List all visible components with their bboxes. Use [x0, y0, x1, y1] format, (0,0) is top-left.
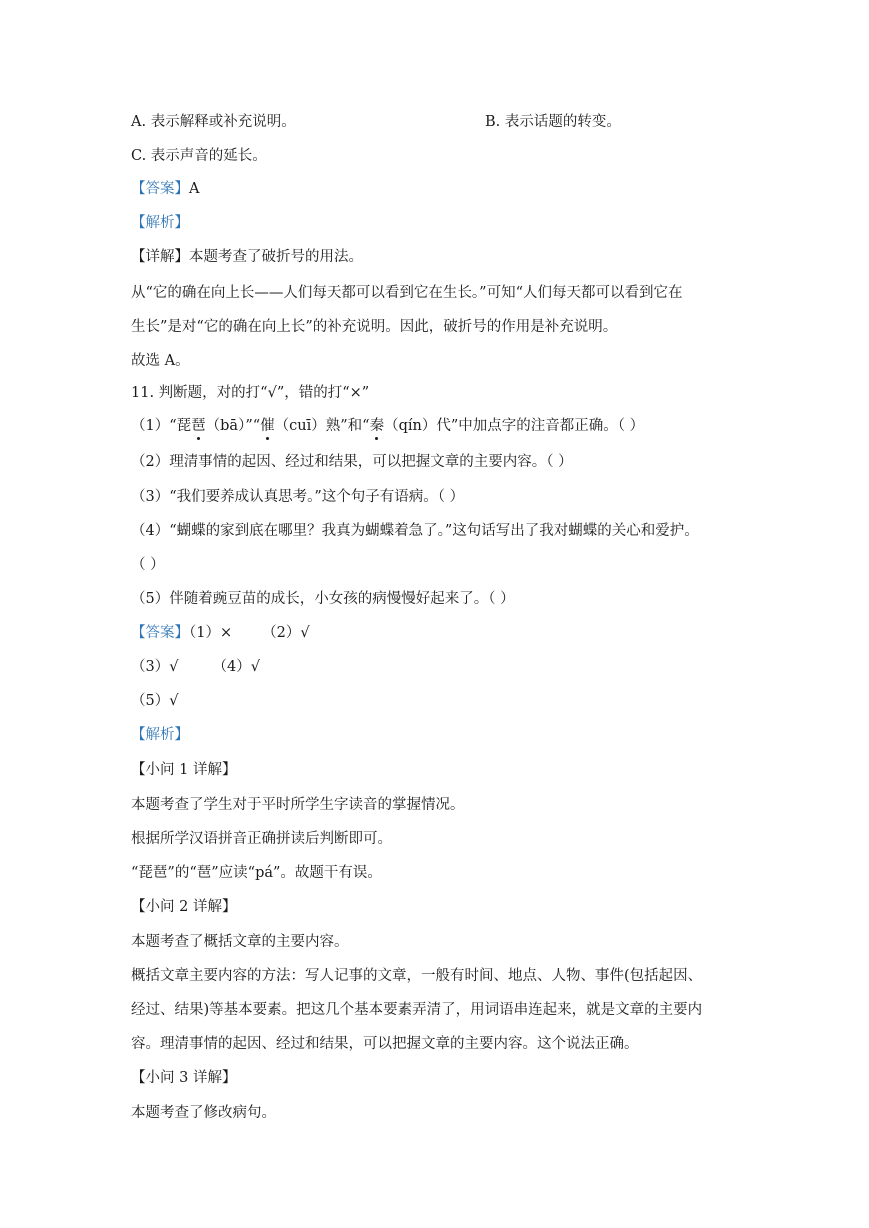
q11-title: 11. 判断题，对的打“√”，错的打“×”	[131, 385, 370, 401]
dotted-char: 催	[260, 418, 275, 434]
item1-text-a: （1）“琵	[131, 418, 192, 434]
q11-item5: （5）伴随着豌豆苗的成长，小女孩的病慢慢好起来了。（ ）	[131, 591, 515, 607]
dotted-char: 琶	[191, 418, 206, 434]
detail-label: 【详解】	[131, 249, 189, 265]
option-c: C. 表示声音的延长。	[131, 148, 267, 164]
dotted-char: 秦	[369, 418, 385, 434]
detail-text: 本题考查了破折号的用法。	[189, 249, 363, 265]
q10-analysis-label: 【解析】	[131, 215, 189, 231]
sub1-line2: 根据所学汉语拼音正确拼读后判断即可。	[131, 831, 392, 847]
sub2-label: 【小问 2 详解】	[131, 899, 237, 915]
answer-3: （3）√	[131, 659, 179, 675]
q10-conclusion: 故选 A。	[131, 353, 190, 369]
q11-item3: （3）“我们要养成认真思考。”这个句子有语病。（ ）	[131, 489, 465, 505]
sub2-line1: 本题考查了概括文章的主要内容。	[131, 934, 349, 950]
answer-5: （5）√	[131, 693, 179, 709]
answer-2: （2）√	[262, 625, 310, 641]
sub1-line3: “琵琶”的“琶”应读“pá”。故题干有误。	[131, 865, 382, 881]
sub3-line1: 本题考查了修改病句。	[131, 1105, 276, 1121]
q11-answer-row2	[131, 657, 260, 677]
q11-item1	[131, 416, 644, 436]
answer-value: A	[189, 181, 200, 197]
q11-answer-row1	[131, 623, 310, 643]
answer-label: 【答案】	[131, 625, 189, 641]
answer-label: 【答案】	[131, 181, 189, 197]
q11-analysis-label: 【解析】	[131, 727, 189, 743]
answer-1: （1）×	[189, 625, 233, 641]
answer-4: （4）√	[212, 659, 260, 675]
sub3-label: 【小问 3 详解】	[131, 1070, 237, 1086]
q10-detail	[131, 247, 363, 267]
sub1-line1: 本题考查了学生对于平时所学生字读音的掌握情况。	[131, 797, 465, 813]
option-a: A. 表示解释或补充说明。	[131, 114, 296, 130]
q10-explanation-line2: 生长”是对“它的确在向上长”的补充说明。因此，破折号的作用是补充说明。	[131, 319, 618, 335]
q10-answer	[131, 179, 199, 199]
sub2-line4: 容。理清事情的起因、经过和结果，可以把握文章的主要内容。这个说法正确。	[131, 1036, 639, 1052]
q11-item4: （4）“蝴蝶的家到底在哪里？我真为蝴蝶着急了。”这句话写出了我对蝴蝶的关心和爱护。	[131, 523, 699, 539]
option-b: B. 表示话题的转变。	[485, 114, 621, 130]
q11-item4-blank: （ ）	[131, 557, 165, 573]
item1-text-d: （qín）代”中加点字的注音都正确。（ ）	[384, 418, 645, 434]
sub2-line2: 概括文章主要内容的方法：写人记事的文章，一般有时间、地点、人物、事件(包括起因、	[131, 968, 703, 984]
q11-item2: （2）理清事情的起因、经过和结果，可以把握文章的主要内容。（ ）	[131, 454, 573, 470]
sub2-line3: 经过、结果)等基本要素。把这几个基本要素弄清了，用词语串连起来，就是文章的主要内	[131, 1002, 703, 1018]
sub1-label: 【小问 1 详解】	[131, 762, 237, 778]
item1-text-c: （cuī）熟”和“	[274, 418, 370, 434]
q10-explanation-line1: 从“它的确在向上长——人们每天都可以看到它在生长。”可知“人们每天都可以看到它在	[131, 285, 683, 301]
item1-text-b: （bā）”“	[205, 418, 261, 434]
